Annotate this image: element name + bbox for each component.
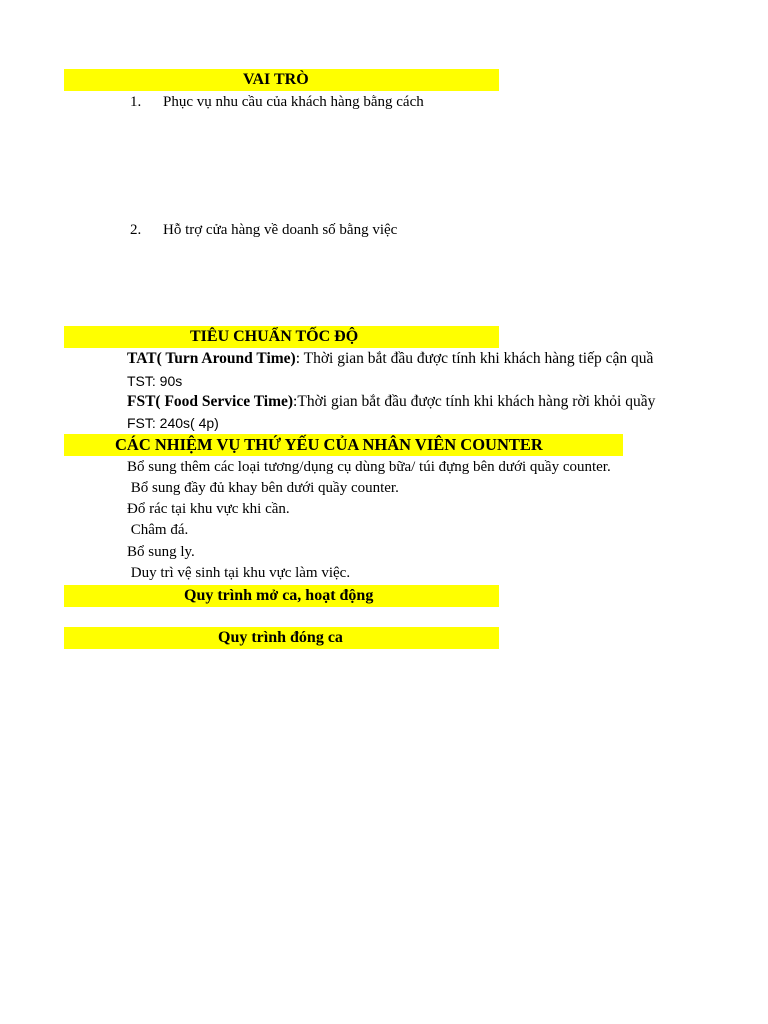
tat-label: TAT( Turn Around Time) <box>127 350 296 367</box>
fst-description: :Thời gian bắt đầu được tính khi khách hàng rời khỏi quầy <box>293 393 656 410</box>
role-item-2 <box>130 220 550 240</box>
role-item-1-text: Phục vụ nhu cầu của khách hàng bằng cách <box>163 94 424 110</box>
task-item: Bổ sung thêm các loại tương/dụng cụ dùng bữa/ túi đựng bên dưới quầy counter. <box>127 459 611 475</box>
role-item-2-number: 2. <box>130 222 142 238</box>
task-item: Bổ sung ly. <box>127 544 195 560</box>
role-title: VAI TRÒ <box>243 71 309 88</box>
fst-label: FST( Food Service Time) <box>127 393 294 410</box>
fst-value: FST: 240s( 4p) <box>127 415 219 431</box>
tasks-title: CÁC NHIỆM VỤ THỨ YẾU CỦA NHÂN VIÊN COUNTER <box>115 435 543 454</box>
task-item: Đổ rác tại khu vực khi cần. <box>127 501 290 517</box>
section-header-open-shift <box>64 585 499 607</box>
section-header-tasks <box>64 434 623 456</box>
task-item: Châm đá. <box>127 522 189 538</box>
task-item: Duy trì vệ sinh tại khu vực làm việc. <box>127 565 351 581</box>
role-item-1 <box>130 92 424 112</box>
tst-value: TST: 90s <box>127 373 183 389</box>
task-item: Bổ sung đầy đủ khay bên dưới quầy counter. <box>127 480 399 496</box>
fst-definition <box>127 392 686 412</box>
role-item-1-number: 1. <box>130 94 142 110</box>
role-item-2-text: Hỗ trợ cửa hàng về doanh số bằng việc <box>163 222 398 238</box>
section-header-speed <box>64 326 499 348</box>
tat-definition <box>127 349 686 369</box>
close-shift-title: Quy trình đóng ca <box>218 629 343 646</box>
open-shift-title: Quy trình mở ca, hoạt động <box>184 587 374 604</box>
section-header-close-shift <box>64 627 499 649</box>
section-header-role <box>64 69 499 91</box>
speed-title: TIÊU CHUẨN TỐC ĐỘ <box>190 328 359 345</box>
tat-description: : Thời gian bắt đầu được tính khi khách hàng tiếp cận quầ <box>295 350 654 367</box>
